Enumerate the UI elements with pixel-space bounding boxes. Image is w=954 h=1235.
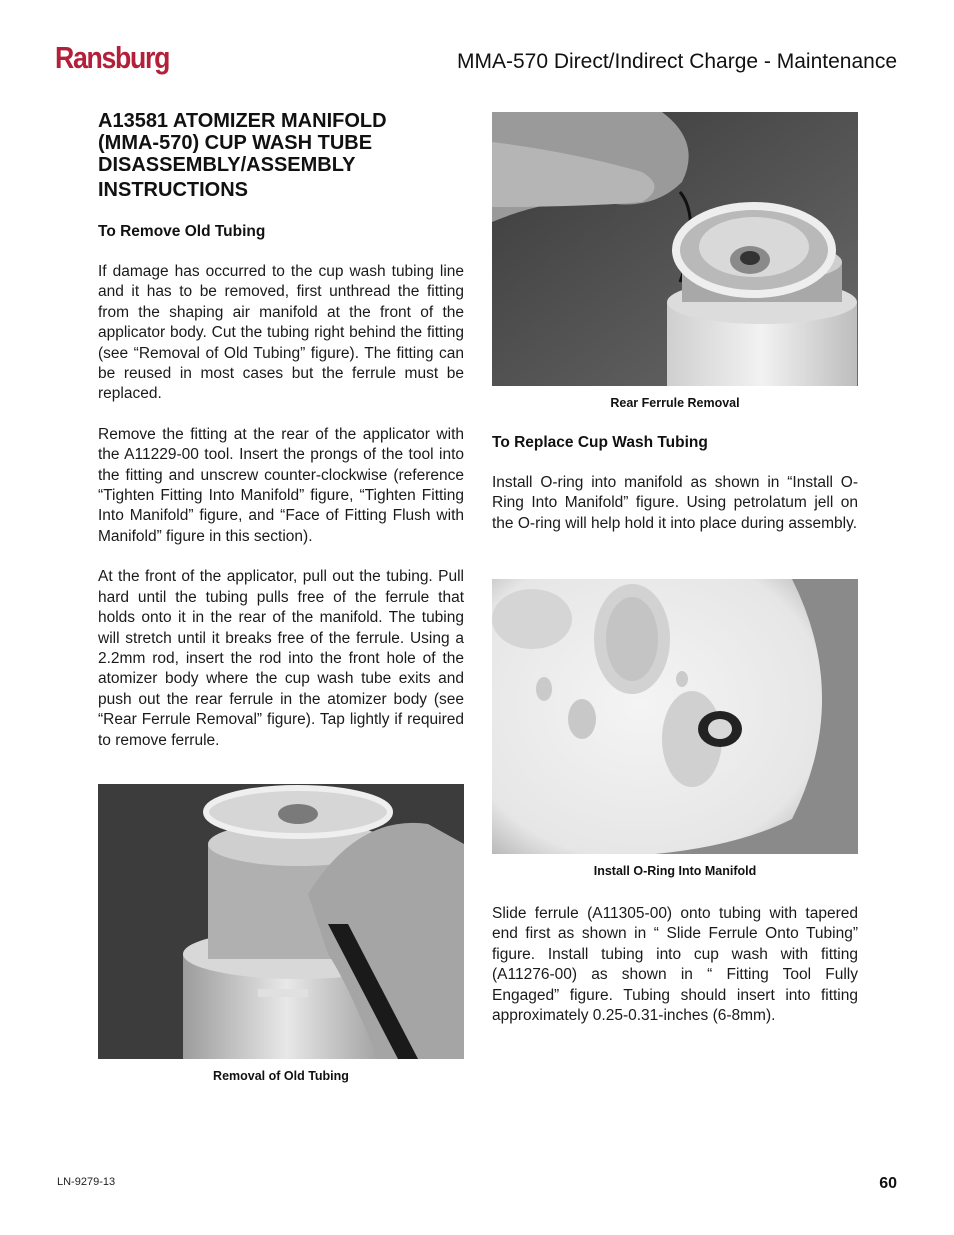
removal-old-tubing-caption: Removal of Old Tubing	[213, 1069, 349, 1083]
brand-logo: Ransburg	[55, 40, 170, 75]
page-header-title: MMA-570 Direct/Indirect Charge - Maintenance	[456, 50, 897, 73]
section-title-line: A13581 ATOMIZER MANIFOLD	[98, 110, 387, 132]
remove-paragraph-3: At the front of the applicator, pull out the tubing. Pull hard until the tubing pulls free of the ferrule that holds onto it in the rear of the manifold. The tubing will stretch until it breaks free of the ferrule. Using a 2.2mm rod, insert the rod into the front hole of the atomizer body where the cup wash tube exits and push out the rear ferrule in the atomizer body (see “Rear Ferrule Removal” figure). Tap lightly if required to remove ferrule.	[98, 568, 464, 749]
remove-heading: To Remove Old Tubing	[98, 223, 266, 240]
replace-section	[492, 434, 858, 534]
removal-old-tubing-photo	[98, 784, 464, 1059]
replace-paragraph-2: Slide ferrule (A11305-00) onto tubing with tapered end first as shown in “ Slide Ferrule Onto Tubing” figure. Install tubing into cup wash with fitting (A11276-00) as shown in “ Fitting Tool Fully Engaged” figure. Tubing should insert into fitting approximately 0.25-0.31-inches (6-8mm).	[492, 905, 858, 1025]
page-number: 60	[879, 1175, 897, 1192]
remove-paragraph-2: Remove the fitting at the rear of the applicator with the A11229-00 tool. Insert the prongs of the tool into the fitting and unscrew counter-clockwise (reference “Tighten Fitting Into Manifold” figure, “Tighten Fitting Into Manifold” figure, and “Face of Fitting Flush with Manifold” figure in this section).	[98, 425, 464, 545]
left-column	[98, 110, 464, 751]
rear-ferrule-caption: Rear Ferrule Removal	[610, 396, 740, 410]
document-number: LN-9279-13	[57, 1176, 116, 1188]
replace-paragraph-1: Install O-ring into manifold as shown in “Install O-Ring Into Manifold” figure. Using petrolatum jell on the O-ring will help hold it into place during assembly.	[492, 474, 858, 532]
replace-heading: To Replace Cup Wash Tubing	[492, 434, 708, 451]
install-oring-caption: Install O-Ring Into Manifold	[593, 864, 757, 878]
install-oring-photo	[492, 579, 858, 854]
section-title-line: DISASSEMBLY/ASSEMBLY	[98, 154, 356, 176]
section-title	[98, 110, 464, 201]
remove-paragraph-1: If damage has occurred to the cup wash tubing line and it has to be removed, first unthread the fitting from the shaping air manifold at the front of the applicator body. Cut the tubing right behind the fitting (see “Removal of Old Tubing” figure). The fitting can be reused in most cases but the ferrule must be replaced.	[98, 263, 464, 403]
section-title-line: INSTRUCTIONS	[98, 179, 248, 201]
replace-section-continued	[492, 904, 858, 1026]
rear-ferrule-removal-photo	[492, 112, 858, 386]
section-title-line: (MMA-570) CUP WASH TUBE	[98, 132, 373, 154]
